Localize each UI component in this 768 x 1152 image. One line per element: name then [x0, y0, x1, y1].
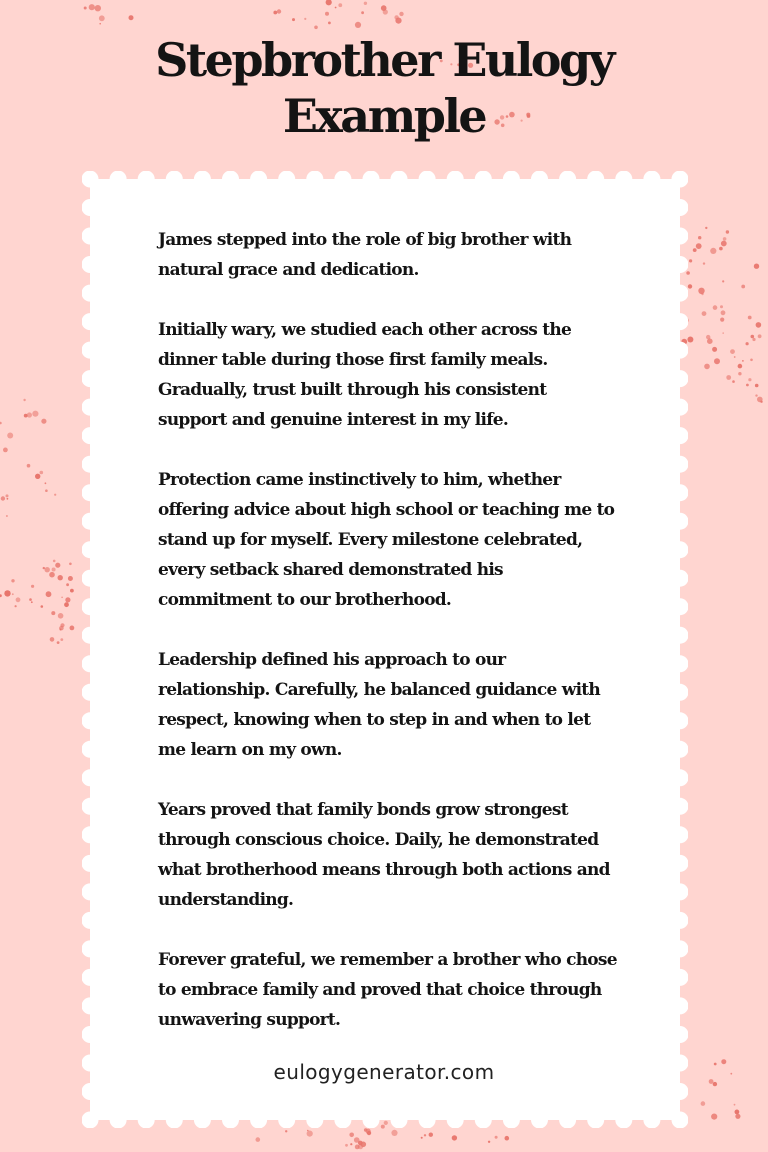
- stamp-scallop: [82, 399, 99, 416]
- stamp-scallop: [447, 1112, 464, 1129]
- speckle-dot: [27, 412, 32, 417]
- stamp-scallop: [82, 855, 99, 872]
- speckle-dot: [383, 9, 388, 14]
- speckle-dot: [701, 293, 703, 295]
- speckle-dot: [391, 1130, 397, 1136]
- stamp-scallop: [672, 399, 689, 416]
- speckle-dot: [366, 1129, 371, 1134]
- stamp-scallop: [250, 171, 267, 188]
- speckle-dot: [424, 1134, 426, 1136]
- stamp-scallop: [82, 370, 99, 387]
- stamp-scallop: [672, 342, 689, 359]
- stamp-scallop: [334, 171, 351, 188]
- speckle-dot: [738, 364, 743, 369]
- speckle-dot: [704, 364, 710, 370]
- stamp-scallop: [194, 1112, 211, 1129]
- stamp-scallop: [672, 627, 689, 644]
- speckle-dot: [698, 236, 701, 239]
- speckle-dot: [50, 637, 55, 642]
- speckle-dot: [68, 576, 73, 581]
- speckle-dot: [741, 285, 745, 289]
- speckle-dot: [99, 23, 101, 25]
- stamp-scallop: [503, 1112, 520, 1129]
- stamp-scallop: [82, 684, 99, 701]
- speckle-dot: [726, 230, 729, 233]
- speckle-dot: [31, 585, 34, 588]
- speckle-dot: [748, 316, 752, 320]
- speckle-dot: [354, 1137, 360, 1143]
- speckle-dot: [711, 1114, 717, 1120]
- speckle-dot: [714, 358, 720, 364]
- stamp-scallop: [672, 712, 689, 729]
- stamp-scallop: [82, 627, 99, 644]
- speckle-dot: [429, 1133, 433, 1137]
- stamp-scallop: [82, 741, 99, 758]
- speckle-dot: [723, 237, 727, 241]
- speckle-dot: [45, 489, 48, 492]
- speckle-dot: [701, 1101, 706, 1106]
- speckle-dot: [53, 560, 56, 563]
- stamp-scallop: [306, 1112, 323, 1129]
- speckle-dot: [488, 1141, 490, 1143]
- speckle-dot: [722, 280, 724, 282]
- speckle-dot: [64, 602, 69, 607]
- speckle-dot: [285, 1130, 287, 1132]
- stamp-scallop: [363, 171, 380, 188]
- stamp-scallop: [82, 199, 99, 216]
- speckle-dot: [45, 482, 47, 484]
- stamp-scallop: [82, 826, 99, 843]
- stamp-scallop: [672, 228, 689, 245]
- stamp-scallop: [82, 285, 99, 302]
- speckle-dot: [355, 1145, 360, 1150]
- speckle-dot: [70, 626, 75, 631]
- stamp-scallop: [672, 256, 689, 273]
- stamp-scallop: [672, 1083, 689, 1100]
- speckle-dot: [758, 334, 762, 338]
- stamp-scallop: [110, 1112, 127, 1129]
- speckle-dot: [721, 310, 726, 315]
- eulogy-paragraph: James stepped into the role of big brother with natural grace and dedication.: [158, 230, 572, 280]
- speckle-dot: [95, 5, 101, 11]
- speckle-dot: [703, 262, 705, 264]
- speckle-dot: [756, 322, 762, 328]
- title-line-2: Example: [282, 89, 486, 143]
- stamp-scallop: [391, 171, 408, 188]
- stamp-scallop: [672, 855, 689, 872]
- stamp-scallop: [82, 655, 99, 672]
- stamp-scallop: [194, 171, 211, 188]
- speckle-dot: [399, 12, 403, 16]
- speckle-dot: [12, 593, 14, 595]
- stamp-scallop: [306, 171, 323, 188]
- speckle-dot: [70, 589, 74, 593]
- stamp-scallop: [615, 1112, 632, 1129]
- speckle-dot: [273, 11, 277, 15]
- speckle-dot: [742, 360, 744, 362]
- stamp-scallop: [82, 484, 99, 501]
- stamp-scallop: [475, 1112, 492, 1129]
- speckle-dot: [735, 1110, 740, 1115]
- stamp-scallop: [82, 427, 99, 444]
- eulogy-paragraph: Initially wary, we studied each other across the dinner table during those first family meals. Gradually, trust built through his consistent support and genuine interest in my life.: [158, 320, 572, 430]
- speckle-dot: [696, 243, 702, 249]
- stamp-scallop: [503, 171, 520, 188]
- stamp-scallop: [672, 598, 689, 615]
- speckle-dot: [687, 337, 693, 343]
- speckle-dot: [720, 318, 724, 322]
- speckle-dot: [748, 378, 751, 381]
- stamp-scallop: [82, 997, 99, 1014]
- speckle-dot: [99, 15, 105, 21]
- stamp-scallop: [278, 1112, 295, 1129]
- stamp-scallop: [166, 171, 183, 188]
- speckle-dot: [688, 284, 692, 288]
- stamp-scallop: [82, 1026, 99, 1043]
- stamp-scallop: [672, 912, 689, 929]
- eulogy-text: [158, 225, 618, 1065]
- stamp-scallop: [672, 883, 689, 900]
- speckle-dot: [0, 594, 2, 597]
- page-title: [0, 32, 768, 144]
- stamp-scallop: [82, 570, 99, 587]
- speckle-dot: [495, 1136, 498, 1139]
- stamp-scallop: [166, 1112, 183, 1129]
- stamp-scallop: [391, 1112, 408, 1129]
- speckle-dot: [738, 372, 741, 375]
- speckle-dot: [304, 18, 306, 20]
- speckle-dot: [314, 26, 318, 30]
- speckle-dot: [84, 7, 87, 10]
- speckle-dot: [732, 380, 735, 383]
- speckle-dot: [277, 9, 281, 13]
- speckle-dot: [1, 496, 5, 500]
- stamp-scallop: [363, 1112, 380, 1129]
- speckle-dot: [32, 411, 38, 417]
- stamp-scallop: [250, 1112, 267, 1129]
- speckle-dot: [0, 422, 2, 425]
- eulogy-paragraph: Forever grateful, we remember a brother who chose to embrace family and proved that choice through unwavering support.: [158, 950, 617, 1030]
- speckle-dot: [292, 18, 295, 21]
- stamp-scallop: [643, 171, 660, 188]
- speckle-dot: [705, 227, 707, 229]
- speckle-dot: [719, 247, 723, 251]
- eulogy-paragraph: Leadership defined his approach to our relationship. Carefully, he balanced guidance with respect, knowing when to step in and when to let me learn on my own.: [158, 650, 601, 760]
- speckle-dot: [754, 264, 759, 269]
- stamp-scallop: [82, 313, 99, 330]
- speckle-dot: [69, 563, 72, 566]
- speckle-dot: [713, 305, 718, 310]
- stamp-scallop: [672, 969, 689, 986]
- stamp-scallop: [82, 342, 99, 359]
- speckle-dot: [45, 567, 50, 572]
- speckle-dot: [722, 332, 724, 334]
- stamp-scallop: [672, 513, 689, 530]
- stamp-scallop: [531, 1112, 548, 1129]
- stamp-scallop: [110, 171, 127, 188]
- title-line-1: Stepbrother Eulogy: [155, 33, 613, 87]
- speckle-dot: [452, 1135, 457, 1140]
- stamp-scallop: [672, 1026, 689, 1043]
- speckle-dot: [421, 1137, 423, 1139]
- speckle-dot: [702, 311, 707, 316]
- speckle-dot: [325, 12, 329, 16]
- speckle-dot: [328, 22, 331, 25]
- speckle-dot: [65, 597, 70, 602]
- speckle-dot: [734, 356, 736, 358]
- stamp-scallop: [278, 171, 295, 188]
- stamp-scallop: [559, 1112, 576, 1129]
- stamp-scallop: [672, 940, 689, 957]
- speckle-dot: [735, 1114, 740, 1119]
- speckle-dot: [751, 335, 755, 339]
- stamp-scallop: [82, 513, 99, 530]
- speckle-dot: [55, 563, 60, 568]
- stamp-scallop: [82, 712, 99, 729]
- stamp-scallop: [559, 171, 576, 188]
- stamp-scallop: [672, 798, 689, 815]
- speckle-dot: [345, 1144, 348, 1147]
- stamp-scallop: [672, 684, 689, 701]
- stamp-scallop: [672, 370, 689, 387]
- speckle-dot: [364, 2, 367, 5]
- speckle-dot: [7, 498, 9, 500]
- speckle-dot: [6, 494, 9, 497]
- stamp-scallop: [672, 199, 689, 216]
- speckle-dot: [57, 641, 60, 644]
- stamp-scallop: [82, 598, 99, 615]
- speckle-dot: [730, 349, 735, 354]
- speckle-dot: [59, 626, 64, 631]
- speckle-dot: [31, 601, 33, 603]
- stamp-scallop: [587, 1112, 604, 1129]
- speckle-dot: [35, 474, 40, 479]
- stamp-scallop: [222, 171, 239, 188]
- stamp-scallop: [672, 769, 689, 786]
- speckle-dot: [51, 611, 55, 615]
- stamp-scallop: [82, 769, 99, 786]
- speckle-dot: [693, 248, 697, 252]
- stamp-scallop: [615, 171, 632, 188]
- speckle-dot: [129, 15, 134, 20]
- speckle-dot: [41, 605, 44, 608]
- stamp-scallop: [672, 997, 689, 1014]
- speckle-dot: [760, 401, 762, 403]
- stamp-scallop: [587, 171, 604, 188]
- stamp-scallop: [672, 427, 689, 444]
- stamp-scallop: [672, 570, 689, 587]
- speckle-dot: [89, 4, 95, 10]
- speckle-dot: [707, 338, 713, 344]
- speckle-dot: [750, 359, 753, 362]
- speckle-dot: [349, 1133, 354, 1138]
- stamp-scallop: [447, 171, 464, 188]
- speckle-dot: [23, 399, 25, 401]
- speckle-dot: [712, 347, 717, 352]
- stamp-scallop: [672, 313, 689, 330]
- speckle-dot: [7, 433, 13, 439]
- stamp-scallop: [82, 256, 99, 273]
- speckle-dot: [54, 494, 56, 496]
- stamp-scallop: [82, 456, 99, 473]
- speckle-dot: [734, 1104, 736, 1106]
- stamp-scallop: [82, 1083, 99, 1100]
- stamp-scallop: [82, 912, 99, 929]
- speckle-dot: [755, 394, 757, 396]
- speckle-dot: [27, 464, 31, 468]
- stamp-scallop: [672, 541, 689, 558]
- website-footer: eulogygenerator.com: [273, 1060, 495, 1084]
- speckle-dot: [752, 338, 755, 341]
- stamp-scallop: [672, 826, 689, 843]
- speckle-dot: [307, 1131, 313, 1137]
- speckle-dot: [52, 568, 56, 572]
- stamp-scallop: [419, 1112, 436, 1129]
- speckle-dot: [6, 515, 8, 517]
- speckle-dot: [66, 583, 69, 586]
- speckle-dot: [726, 375, 731, 380]
- speckle-dot: [43, 567, 45, 569]
- speckle-dot: [721, 241, 727, 247]
- speckle-dot: [505, 1136, 510, 1141]
- speckle-dot: [746, 342, 749, 345]
- stamp-scallop: [82, 798, 99, 815]
- stamp-scallop: [138, 1112, 155, 1129]
- speckle-dot: [49, 572, 55, 578]
- speckle-dot: [689, 259, 692, 262]
- stamp-scallop: [672, 456, 689, 473]
- speckle-dot: [698, 288, 704, 294]
- speckle-dot: [361, 11, 364, 14]
- speckle-dot: [60, 638, 63, 641]
- speckle-dot: [326, 0, 332, 5]
- stamp-scallop: [82, 541, 99, 558]
- stamp-scallop: [82, 228, 99, 245]
- speckle-dot: [335, 7, 337, 9]
- speckle-dot: [58, 575, 63, 580]
- speckle-dot: [29, 598, 32, 601]
- stamp-scallop: [82, 969, 99, 986]
- speckle-dot: [3, 448, 8, 453]
- speckle-dot: [338, 3, 342, 7]
- speckle-dot: [755, 384, 759, 388]
- stamp-scallop: [419, 171, 436, 188]
- stamp-scallop: [222, 1112, 239, 1129]
- speckle-dot: [40, 471, 44, 475]
- stamp-scallop: [672, 484, 689, 501]
- speckle-dot: [46, 591, 52, 597]
- speckle-dot: [4, 590, 10, 596]
- speckle-dot: [11, 579, 14, 582]
- stamp-scallop: [672, 285, 689, 302]
- stamp-scallop: [643, 1112, 660, 1129]
- stamp-scallop: [475, 171, 492, 188]
- stamp-scallop: [138, 171, 155, 188]
- speckle-dot: [58, 613, 64, 619]
- speckle-dot: [350, 1143, 352, 1145]
- eulogy-paragraph: Protection came instinctively to him, whether offering advice about high school or teaching me to stand up for myself. Every milestone celebrated, every setback shared demonstrated his commitment to our brotherhood.: [158, 470, 615, 610]
- speckle-dot: [255, 1137, 260, 1142]
- stamp-scallop: [82, 940, 99, 957]
- speckle-dot: [307, 1130, 309, 1132]
- speckle-dot: [710, 248, 716, 254]
- speckle-dot: [355, 22, 361, 28]
- speckle-dot: [41, 419, 46, 424]
- stamp-scallop: [672, 741, 689, 758]
- stamp-scallop: [531, 171, 548, 188]
- speckle-dot: [394, 15, 398, 19]
- stamp-scallop: [334, 1112, 351, 1129]
- speckle-dot: [746, 384, 749, 387]
- speckle-dot: [15, 605, 17, 607]
- eulogy-paragraph: Years proved that family bonds grow strongest through conscious choice. Daily, he demonstrated what brotherhood means through both actions and understanding.: [158, 800, 610, 910]
- speckle-dot: [720, 305, 723, 308]
- stamp-scallop: [672, 655, 689, 672]
- stamp-scallop: [82, 883, 99, 900]
- speckle-dot: [61, 597, 63, 599]
- speckle-dot: [16, 597, 21, 602]
